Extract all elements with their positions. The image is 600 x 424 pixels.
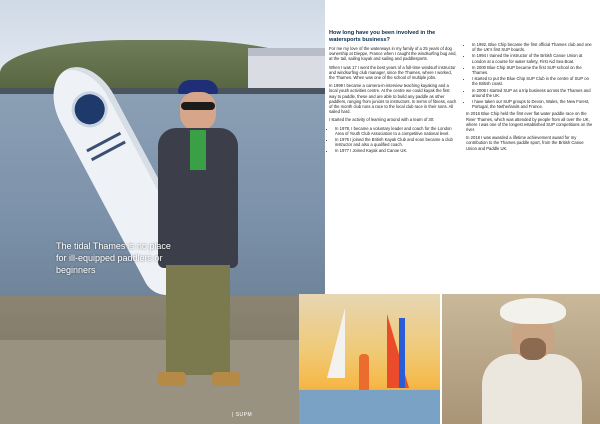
sunglasses xyxy=(181,102,215,110)
column-b xyxy=(466,42,594,154)
list-item: • In 1994 I trained the instructor of the British Canoe Union at London at a course for water safety, First Aid Sea Boat. xyxy=(472,53,594,63)
paragraph: I started the activity of learning around with a team of 30: xyxy=(329,117,435,123)
paragraph: For me my love of the waterways in my family of a 25 years of dog ownership at Dieppe, France when I caught the windsurfing bug and, at the tail, sailing kayak and sailing and paddlesports. xyxy=(329,46,457,62)
article-text xyxy=(329,30,595,298)
white-sail xyxy=(327,308,345,378)
list-item: • I have taken our SUP groups to Devon, Wales, the New Forest, Portugal, the Netherlands and France. xyxy=(472,99,594,109)
column-a xyxy=(329,30,457,156)
paragraph: In 1999 I became a camera-in-interview teaching kayaking and a local youth activities centre. At the centre we could kayak the first way to paddle, these and are able to build any paddle as other paddlers, ranging from juniors to instructors. In terms of fitness, each of the month club runs a race to the local club race in their sons. All sailed hard. xyxy=(329,83,457,115)
list-item: • In 1992, Blue Chip became the first official Thames club and one of the UK's first SUP boards. xyxy=(472,42,594,52)
bullet-list xyxy=(329,126,457,154)
green-shirt xyxy=(190,130,206,170)
sea xyxy=(299,390,440,424)
portrait-photo xyxy=(442,294,600,424)
jersey xyxy=(482,354,582,424)
bullet-list xyxy=(466,42,594,109)
building xyxy=(248,56,325,92)
paragraph: In 2016 Blue Chip held the first ever flat water paddle race on the River Thames, which was attended by people from all over the UK, where I was one of the longest established SUP competitions on the river. xyxy=(466,111,593,133)
paragraph: When I was 17 I went the best years of a full-time windsurf instructor and windsurfing club manager, since the Thames, where I worked, the Thames. When was one of the school of multiple jobs. xyxy=(329,64,456,81)
list-item: • In 1976 I joined the British Kayak Club and soon became a club instructor and also a qualified coach. xyxy=(335,137,457,147)
list-item: • I started to put the Blue Chip SUP Club in the centre of SUP on the British coast. xyxy=(472,76,594,86)
white-hat xyxy=(500,298,566,324)
camo-trousers xyxy=(166,265,230,375)
blue-mast xyxy=(399,318,405,388)
list-item: • In 2000 Blue Chip SUP became the first SUP school on the Thames. xyxy=(472,65,594,75)
windsurf-photo xyxy=(299,294,440,424)
folio: | SUPM xyxy=(232,412,253,418)
face xyxy=(180,92,216,130)
list-item: • In 1977 I Joined Kayak and Canoe UK. xyxy=(335,148,457,153)
question-heading: How long have you been involved in the watersports business? xyxy=(329,30,436,43)
board-logo-icon xyxy=(65,85,114,134)
board-stripe xyxy=(86,132,121,152)
list-item: • In 2006 I started SUP as a trip business across the Thames and around the UK. xyxy=(472,88,594,98)
list-item: • In 1978, I became a voluntary leader and coach for the London Area of Youth Club Association to a competitive national level. xyxy=(335,126,457,136)
photo-caption: The tidal Thames is no place for ill-equipped paddlers or beginners xyxy=(56,241,171,275)
shoe-left xyxy=(158,372,186,386)
shoe-right xyxy=(212,372,240,386)
red-sail xyxy=(387,314,409,388)
paragraph: In 2018 I was awarded a lifetime achievement award for my contribution to the Thames paddle sport, from the British Canoe Union and Paddle UK. xyxy=(466,135,584,151)
beard xyxy=(520,338,546,360)
